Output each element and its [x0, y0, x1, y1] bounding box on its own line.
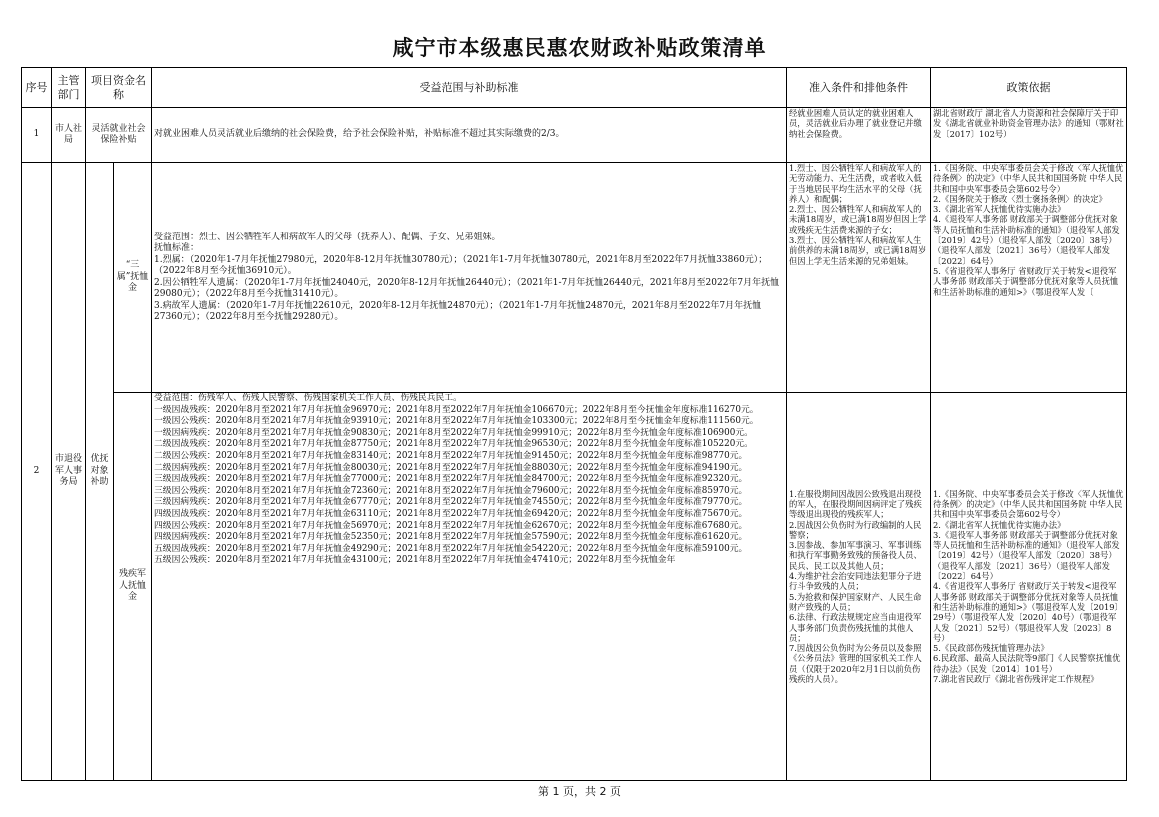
- row-basis: [931, 108, 1127, 163]
- page-footer: 第 1 页，共 2 页: [538, 785, 621, 798]
- header-conditions: 准入条件和排他条件: [787, 68, 931, 108]
- row-conditions-text: 经就业困难人员认定的就业困难人员，灵活就业后办理了就业登记并缴纳社会保险费。: [789, 108, 922, 139]
- header-seq: 序号: [22, 68, 52, 108]
- row-basis-text: 1.《国务院、中央军事委员会关于修改〈军人抚恤优待条例〉的决定》（中华人民共和国国务院 中华人民共和国中央军事委员会第602号令） 2.《国务院关于修改〈烈士褒扬条例〉的决定》 3.《湖北省军人抚恤优待实施办法》 4.《退役军人事务部 财政部关于调整部分优抚对象等人员抚恤和生活补助标准的通知》（退役军人部发〔2019〕42号）（退役军人部发〔2020〕38号）（退役军人部发〔2021〕36号）（退役军人部发〔2022〕64号） 5.《省退役军人事务厅 省财政厅关于转发<退役军人事务部 财政部关于调整部分优抚对象等人员抚恤和生活补助标准的通知>》（鄂退役军人发〔: [933, 163, 1124, 297]
- row-scope: [152, 393, 787, 781]
- sub-project-name: “三属”抚恤金: [114, 163, 152, 393]
- policy-table: [21, 67, 1127, 781]
- row-scope: [152, 163, 787, 393]
- row-conditions: [787, 393, 931, 781]
- row-conditions-text: 1.在服役期间因战因公致残退出现役的军人，在服役期间因病评定了残疾等级退出现役的残疾军人； 2.因战因公负伤时为行政编制的人民警察； 3.因参战、参加军事演习、军事训练和执行军事勤务致残的预备役人员、民兵、民工以及其他人员； 4.为维护社会治安同违法犯罪分子进行斗争致残的人员； 5.为抢救和保护国家财产、人民生命财产致残的人员； 6.法律、行政法规规定应当由退役军人事务部门负责伤残抚恤的其他人员； 7.因战因公负伤时为公务员以及参照《公务员法》管理的国家机关工作人员（仅限于2020年2月1日以前负伤残疾的人员）。: [789, 488, 922, 685]
- header-scope: 受益范围与补助标准: [152, 68, 787, 108]
- row-project: 优抚对象补助: [86, 163, 114, 781]
- table-row: [22, 393, 1127, 781]
- row-scope-text: 受益范围：伤残军人、伤残人民警察、伤残国家机关工作人员、伤残民兵民工。 一级因战残疾：2020年8月至2021年7月年抚恤金96970元；2021年8月至2022年7月年抚恤金106670元；2022年8月至今抚恤金年度标准116270元。 一级因公残疾：2020年8月至2021年7月年抚恤金93910元；2021年8月至2022年7月年抚恤金103300元；2022年8月至今抚恤金年度标准111560元。 一级因病残疾：2020年8月至2021年7月年抚恤金90830元；2021年8月至2022年7月年抚恤金99910元；2022年8月至今抚恤金年度标准106900元。 二级因战残疾：2020年8月至2021年7月年抚恤金87750元；2021年8月至2022年7月年抚恤金96530元；2022年8月至今抚恤金年度标准105220元。 二级因公残疾：2020年8月至2021年7月年抚恤金83140元；2021年8月至2022年7月年抚恤金91450元；2022年8月至今抚恤金年度标准98770元。 二级因病残疾：2020年8月至2021年7月年抚恤金80030元；2021年8月至2022年7月年抚恤金88030元；2022年8月至今抚恤金年度标准94190元。 三级因战残疾：2020年8月至2021年7月年抚恤金77000元；2021年8月至2022年7月年抚恤金84700元；2022年8月至今抚恤金年度标准92320元。 三级因公残疾：2020年8月至2021年7月年抚恤金72360元；2021年8月至2022年7月年抚恤金79600元；2022年8月至今抚恤金年度标准85970元。 三级因病残疾：2020年8月至2021年7月年抚恤金67770元；2021年8月至2022年7月年抚恤金74550元；2022年8月至今抚恤金年度标准79770元。 四级因战残疾：2020年8月至2021年7月年抚恤金63110元；2021年8月至2022年7月年抚恤金69420元；2022年8月至今抚恤金年度标准75670元。 四级因公残疾：2020年8月至2021年7月年抚恤金56970元；2021年8月至2022年7月年抚恤金62670元；2022年8月至今抚恤金年度标准67680元。 四级因病残疾：2020年8月至2021年7月年抚恤金52350元；2021年8月至2022年7月年抚恤金57590元；2022年8月至今抚恤金年度标准61620元。 五级因战残疾：2020年8月至2021年7月年抚恤金49290元；2021年8月至2022年7月年抚恤金54220元；2022年8月至今抚恤金年度标准59100元。 五级因公残疾：2020年8月至2021年7月年抚恤金43100元；2021年8月至2022年7月年抚恤金47410元；2022年8月至今抚恤金年: [154, 393, 759, 566]
- row-conditions: [787, 108, 931, 163]
- table-row: [22, 163, 1127, 393]
- row-dept: 市退役军人事务局: [52, 163, 86, 781]
- sub-project-name: 残疾军人抚恤金: [114, 393, 152, 781]
- row-dept: 市人社局: [52, 108, 86, 163]
- row-conditions-text: 1.烈士、因公牺牲军人和病故军人的无劳动能力、无生活费，或者收入低于当地居民平均生活水平的父母（抚养人）和配偶； 2.烈士、因公牺牲军人和病故军人的未满18周岁，或已满18周岁但因上学或残疾无生活费来源的子女； 3.烈士、因公牺牲军人和病故军人生前供养的未满18周岁，或已满18周岁但因上学无生活来源的兄弟姐妹。: [789, 163, 927, 266]
- row-scope: 对就业困难人员灵活就业后缴纳的社会保险费，给予社会保险补贴，补贴标准不超过其实际缴费的2/3。: [152, 108, 787, 163]
- row-basis: [931, 393, 1127, 781]
- row-seq: 2: [22, 163, 52, 781]
- page-title: 咸宁市本级惠民惠农财政补贴政策清单: [392, 36, 767, 60]
- header-basis: 政策依据: [931, 68, 1127, 108]
- row-seq: 1: [22, 108, 52, 163]
- row-project: 灵活就业社会保险补贴: [86, 108, 152, 163]
- row-basis-text: 1.《国务院、中央军事委员会关于修改〈军人抚恤优待条例〉的决定》（中华人民共和国国务院 中华人民共和国中央军事委员会第602号令） 2.《湖北省军人抚恤优待实施办法》 3.《退役军人事务部 财政部关于调整部分优抚对象等人员抚恤和生活补助标准的通知》（退役军人部发〔2019〕42号）（退役军人部发〔2020〕38号）（退役军人部发〔2021〕36号）（退役军人部发〔2022〕64号） 4.《省退役军人事务厅 省财政厅关于转发<退役军人事务部 财政部关于调整部分优抚对象等人员抚恤和生活补助标准的通知>》（鄂退役军人发〔2019〕29号）（鄂退役军人发〔2020〕40号）（鄂退役军人发〔2021〕52号）（鄂退役军人发〔2023〕8号） 5.《民政部伤残抚恤管理办法》 6.民政部、最高人民法院等9部门《人民警察抚恤优待办法》（民发〔2014〕101号） 7.湖北省民政厅《湖北省伤残评定工作规程》: [933, 488, 1124, 685]
- row-basis-text: 湖北省财政厅 湖北省人力资源和社会保障厅关于印发《湖北省就业补助资金管理办法》的通知（鄂财社发〔2017〕102号）: [933, 108, 1124, 139]
- header-row: [22, 68, 1127, 108]
- row-scope-text: 受益范围：烈士、因公牺牲军人和病故军人的父母（抚养人）、配偶、子女、兄弟姐妹。 抚恤标准： 1.烈属：（2020年1-7月年抚恤27980元，2020年8-12月年抚恤30780元）；（2021年1-7月年抚恤30780元，2021年8月至2022年7月抚恤33860元）；（2022年8月至今抚恤36910元）。 2.因公牺牲军人遗属：（2020年1-7月年抚恤24040元，2020年8-12月年抚恤26440元）；（2021年1-7月年抚恤26440元，2021年8月至2022年7月年抚恤29080元）；（2022年8月至今抚恤31410元）。 3.病故军人遗属：（2020年1-7月年抚恤22610元，2020年8-12月年抚恤24870元）；（2021年1-7月年抚恤24870元，2021年8月至2022年7月年抚恤27360元）；（2022年8月至今抚恤29280元）。: [154, 231, 780, 322]
- header-project: 项目资金名称: [86, 68, 152, 108]
- header-dept: 主管部门: [52, 68, 86, 108]
- row-conditions: [787, 163, 931, 393]
- row-basis: [931, 163, 1127, 393]
- table-row: [22, 108, 1127, 163]
